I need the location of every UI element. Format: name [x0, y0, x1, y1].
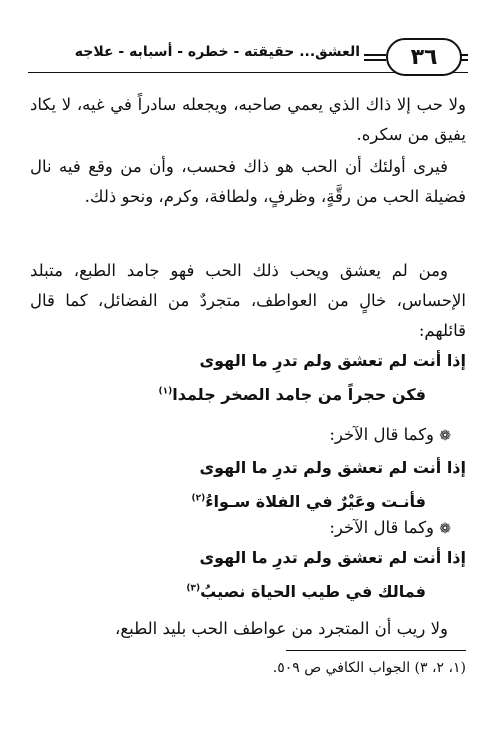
page-header	[28, 38, 468, 78]
flower-icon: ❁	[439, 428, 451, 444]
footnote-reference: (٣)	[186, 583, 201, 594]
verse-text: فكن حجراً من جامد الصخر جلمدا	[172, 385, 426, 404]
running-title: العشق... حقيقته - خطره - أسبابه - علاجه	[74, 44, 360, 60]
page-number: ٣٦	[386, 38, 462, 76]
paragraph: ولا حب إلا ذاك الذي يعمي صاحبه، ويجعله سادراً في غيه، لا يكاد يفيق من سكره.	[30, 95, 466, 144]
flower-icon: ❁	[439, 521, 451, 537]
quote-intro-3	[329, 518, 451, 537]
verse-2-first-hemistich: إذا أنت لم تعشق ولم تدرِ ما الهوى	[199, 458, 466, 477]
paragraph-1-block	[30, 90, 466, 150]
footnote-reference: (٢)	[191, 493, 206, 504]
footnote-reference: (١)	[158, 386, 173, 397]
paragraph: فيرى أولئك أن الحب هو ذاك فحسب، وأن من وقع فيه نال فضيلة الحب من رقَّةٍ، وظرفٍ، ولطافة، وكرم، ونحو ذلك.	[30, 157, 466, 206]
verse-3-second-hemistich	[186, 582, 426, 601]
quote-intro-2	[329, 425, 451, 444]
header-rule-ornament	[364, 54, 386, 61]
paragraph-3-block	[30, 256, 466, 346]
paragraph-2-block	[30, 152, 466, 212]
footnote-separator	[286, 650, 466, 651]
paragraph-4-block	[30, 614, 466, 644]
intro-text: وكما قال الآخر:	[329, 518, 435, 537]
verse-text: فمالك في طيب الحياة نصيبُ	[200, 582, 426, 601]
verse-3-first-hemistich: إذا أنت لم تعشق ولم تدرِ ما الهوى	[199, 548, 466, 567]
footnote: (١، ٢، ٣) الجواب الكافي ص ٥٠٩.	[272, 660, 466, 676]
verse-1-first-hemistich: إذا أنت لم تعشق ولم تدرِ ما الهوى	[199, 351, 466, 370]
verse-1-second-hemistich	[158, 385, 426, 404]
intro-text: وكما قال الآخر:	[329, 425, 435, 444]
verse-text: فأنـت وعَيْرٌ في الفلاة سـواءُ	[205, 492, 426, 511]
paragraph: ومن لم يعشق ويحب ذلك الحب فهو جامد الطبع، متبلد الإحساس، خالٍ من العواطف، متجردٌ من الفضائل، كما قال قائلهم:	[30, 261, 466, 340]
verse-2-second-hemistich	[192, 492, 426, 511]
paragraph: ولا ريب أن المتجرد من عواطف الحب بليد الطبع،	[115, 619, 448, 638]
